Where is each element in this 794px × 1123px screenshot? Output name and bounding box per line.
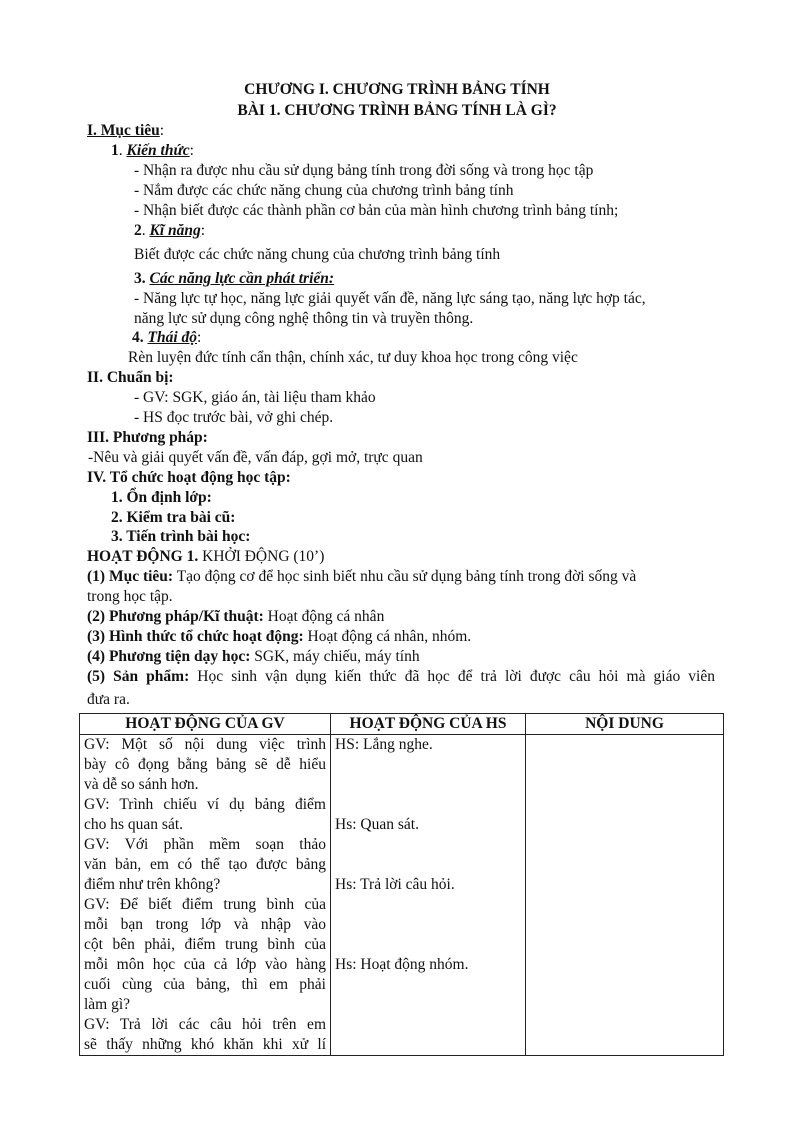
hs-line: Hs: Trả lời câu hỏi. (335, 876, 455, 893)
activity-objective-cont: trong học tập. (87, 588, 173, 605)
header-student: HOẠT ĐỘNG CỦA HS (331, 714, 526, 735)
hs-line (335, 1015, 521, 1035)
gv-line: mỗi bạn trong lớp và nhập vào (84, 916, 326, 933)
preparation-item-2: - HS đọc trước bài, vở ghi chép. (134, 409, 334, 426)
table-header-row (80, 714, 724, 735)
activity-means: (4) Phương tiện dạy học: SGK, máy chiếu, máy tính (87, 648, 420, 665)
hs-line (335, 835, 521, 855)
section-organization-heading: IV. Tổ chức hoạt động học tập: (87, 469, 291, 486)
gv-line: văn bản, em có thể tạo được bảng (84, 856, 326, 873)
preparation-item-1: - GV: SGK, giáo án, tài liệu tham khảo (134, 389, 376, 406)
activity-table (79, 713, 724, 1056)
hs-line (335, 1035, 521, 1055)
gv-line: sẽ thấy những khó khăn khi xử lí (84, 1036, 326, 1053)
content-cell (526, 735, 724, 1056)
section-method-heading: III. Phương pháp: (87, 429, 208, 446)
organization-item-1: 1. Ổn định lớp: (111, 489, 212, 506)
hs-line (335, 895, 521, 915)
hs-line (335, 775, 521, 795)
knowledge-heading: 1. Kiến thức: (111, 142, 194, 159)
hs-line: Hs: Hoạt động nhóm. (335, 956, 469, 973)
gv-line: mỗi môn học của cả lớp vào hàng (84, 956, 326, 973)
gv-line: điểm như trên không? (84, 876, 221, 893)
activity-heading: HOẠT ĐỘNG 1. KHỞI ĐỘNG (10’) (87, 548, 325, 565)
header-teacher: HOẠT ĐỘNG CỦA GV (80, 714, 331, 735)
teacher-activity-cell (80, 735, 331, 1056)
competence-heading: 3. Các năng lực cần phát triển: (134, 270, 335, 287)
organization-item-2: 2. Kiểm tra bài cũ: (111, 509, 236, 526)
attitude-heading: 4. Thái độ: (132, 329, 202, 346)
table-row (80, 735, 724, 1056)
activity-method: (2) Phương pháp/Kĩ thuật: Hoạt động cá nhân (87, 608, 385, 625)
gv-line: cho hs quan sát. (84, 816, 184, 833)
hs-line (335, 935, 521, 955)
hs-line: HS: Lắng nghe. (335, 736, 433, 753)
attitude-text: Rèn luyện đức tính cẩn thận, chính xác, tư duy khoa học trong công việc (128, 349, 578, 366)
knowledge-item-2: - Nắm được các chức năng chung của chương trình bảng tính (134, 182, 514, 199)
hs-line (335, 795, 521, 815)
chapter-title: CHƯƠNG I. CHƯƠNG TRÌNH BẢNG TÍNH (244, 81, 550, 98)
gv-line: và dễ so sánh hơn. (84, 776, 199, 793)
activity-product: (5) Sản phẩm: Học sinh vận dụng kiến thức đã học để trả lời được câu hỏi mà giáo viên (87, 668, 715, 685)
skills-text: Biết được các chức năng chung của chương trình bảng tính (134, 246, 501, 263)
gv-line: GV: Trình chiếu ví dụ bảng điểm (84, 796, 326, 813)
organization-item-3: 3. Tiến trình bài học: (111, 528, 251, 545)
hs-line (335, 915, 521, 935)
competence-line-1: - Năng lực tự học, năng lực giải quyết vấn đề, năng lực sáng tạo, năng lực hợp tác, (134, 290, 646, 307)
hs-line: Hs: Quan sát. (335, 816, 419, 833)
activity-objective: (1) Mục tiêu: Tạo động cơ để học sinh biết nhu cầu sử dụng bảng tính trong đời sống và (87, 568, 637, 585)
student-activity-cell (331, 735, 526, 1056)
header-content: NỘI DUNG (526, 714, 724, 735)
lesson-title: BÀI 1. CHƯƠNG TRÌNH BẢNG TÍNH LÀ GÌ? (237, 102, 557, 119)
competence-line-2: năng lực sử dụng công nghệ thông tin và truyền thông. (134, 310, 474, 327)
skills-heading: 2. Kĩ năng: (134, 222, 206, 239)
hs-line (335, 995, 521, 1015)
activity-form: (3) Hình thức tổ chức hoạt động: Hoạt động cá nhân, nhóm. (87, 628, 472, 645)
section-preparation-heading: II. Chuẩn bị: (87, 369, 174, 386)
knowledge-item-1: - Nhận ra được nhu cầu sử dụng bảng tính trong đời sống và trong học tập (134, 162, 594, 179)
gv-line: GV: Với phần mềm soạn thảo (84, 836, 326, 853)
gv-line: GV: Một số nội dung việc trình (84, 736, 326, 753)
gv-line: cột bên phải, điểm trung bình của (84, 936, 326, 953)
method-text: -Nêu và giải quyết vấn đề, vấn đáp, gợi mở, trực quan (88, 449, 423, 466)
knowledge-item-3: - Nhận biết được các thành phần cơ bản của màn hình chương trình bảng tính; (134, 202, 619, 219)
gv-line: bày cô đọng bằng bảng sẽ dễ hiểu (84, 756, 326, 773)
hs-line (335, 755, 521, 775)
gv-line: GV: Trả lời các câu hỏi trên em (84, 1016, 326, 1033)
hs-line (335, 975, 521, 995)
gv-line: làm gì? (84, 996, 131, 1013)
activity-product-cont: đưa ra. (87, 691, 130, 708)
gv-line: GV: Để biết điểm trung bình của (84, 896, 326, 913)
section-objectives-heading: I. Mục tiêu: (87, 122, 165, 139)
hs-line (335, 855, 521, 875)
gv-line: cuối cùng của bảng, thì em phải (84, 976, 326, 993)
